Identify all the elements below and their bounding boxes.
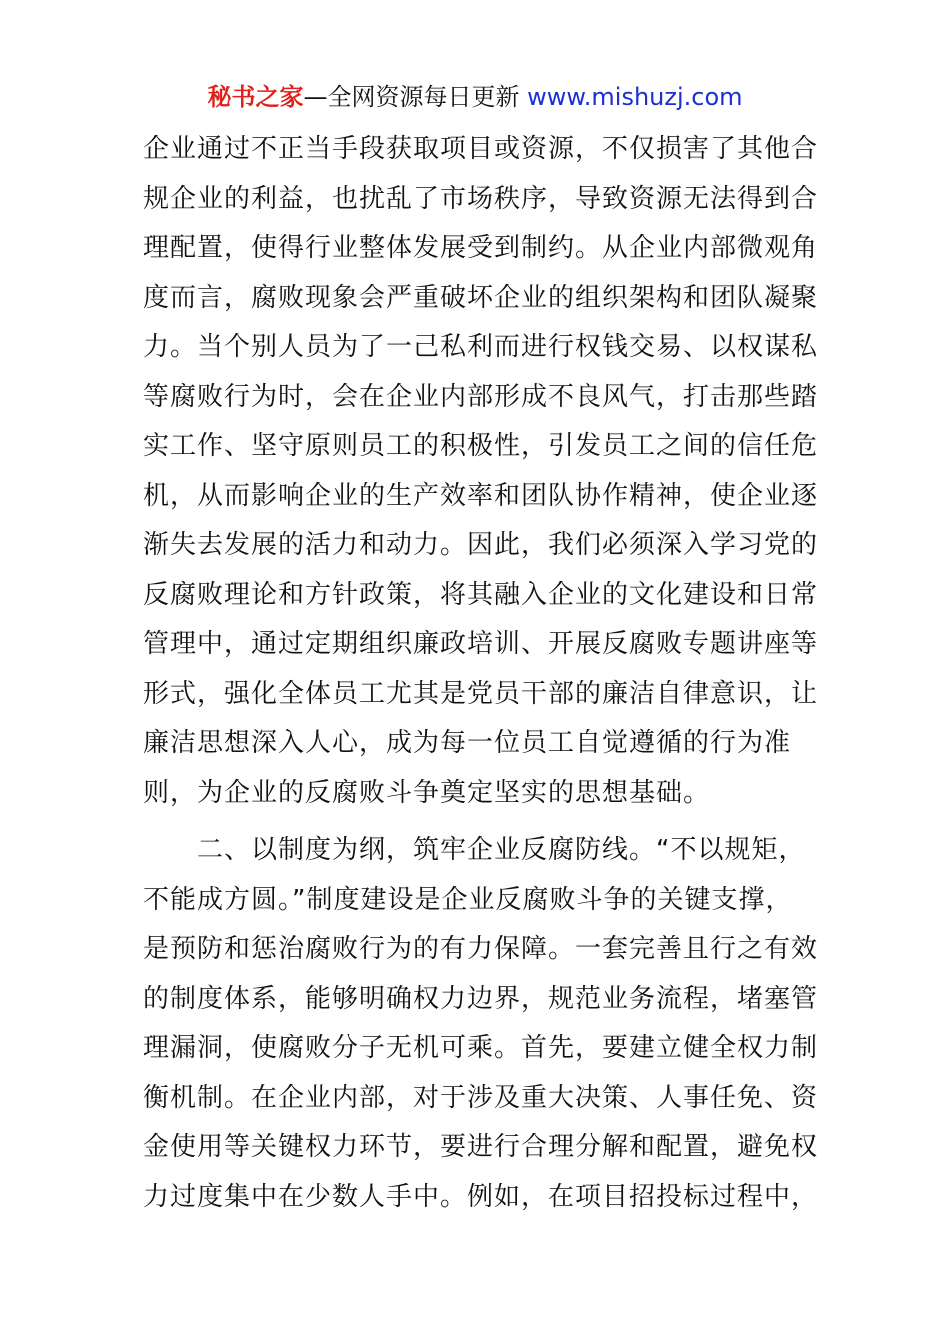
text-line: 渐失去发展的活力和动力。因此，我们必须深入学习党的 bbox=[143, 530, 819, 560]
text-line: 不能成方圆。”制度建设是企业反腐败斗争的关键支撑， bbox=[143, 884, 793, 915]
text-line: 则，为企业的反腐败斗争奠定坚实的思想基础。 bbox=[143, 777, 711, 808]
text-line: 理配置，使得行业整体发展受到制约。从企业内部微观角 bbox=[143, 233, 819, 263]
text-line: 是预防和惩治腐败行为的有力保障。一套完善且行之有效 bbox=[143, 934, 819, 964]
text-line: 形式，强化全体员工尤其是党员干部的廉洁自律意识，让 bbox=[143, 678, 819, 709]
paragraph-1 bbox=[143, 125, 819, 818]
text-line: 实工作、坚守原则员工的积极性，引发员工之间的信任危 bbox=[143, 431, 819, 461]
text-line: 企业通过不正当手段获取项目或资源，不仅损害了其他合 bbox=[143, 134, 819, 164]
text-line: 的制度体系，能够明确权力边界，规范业务流程，堵塞管 bbox=[143, 983, 819, 1014]
text-line: 二、以制度为纲，筑牢企业反腐防线。“不以规矩， bbox=[143, 835, 806, 865]
text-line: 金使用等关键权力环节，要进行合理分解和配置，避免权 bbox=[143, 1132, 819, 1162]
paragraph-2 bbox=[143, 826, 819, 1222]
page-header bbox=[0, 80, 950, 114]
text-line: 等腐败行为时，会在企业内部形成不良风气，打击那些踏 bbox=[143, 381, 819, 412]
header-brand: 秘书之家 bbox=[207, 83, 304, 111]
text-line: 度而言，腐败现象会严重破坏企业的组织架构和团队凝聚 bbox=[143, 282, 819, 313]
paragraph-spacing bbox=[143, 818, 807, 826]
text-line: 反腐败理论和方针政策，将其融入企业的文化建设和日常 bbox=[143, 579, 819, 610]
text-line: 管理中，通过定期组织廉政培训、开展反腐败专题讲座等 bbox=[143, 629, 819, 659]
text-line: 力。当个别人员为了一己私利而进行权钱交易、以权谋私 bbox=[143, 332, 819, 362]
text-line: 理漏洞，使腐败分子无机可乘。首先，要建立健全权力制 bbox=[143, 1033, 819, 1063]
document-body bbox=[143, 125, 819, 1222]
text-line: 力过度集中在少数人手中。例如，在项目招投标过程中， bbox=[143, 1181, 819, 1212]
text-line: 规企业的利益，也扰乱了市场秩序，导致资源无法得到合 bbox=[143, 183, 819, 214]
text-line: 廉洁思想深入人心，成为每一位员工自觉遵循的行为准 bbox=[143, 728, 792, 758]
header-url-link[interactable]: www.mishuzj.com bbox=[527, 83, 743, 111]
header-tagline: —全网资源每日更新 bbox=[303, 83, 528, 111]
text-line: 衡机制。在企业内部，对于涉及重大决策、人事任免、资 bbox=[143, 1082, 819, 1113]
text-line: 机，从而影响企业的生产效率和团队协作精神，使企业逐 bbox=[143, 480, 819, 511]
